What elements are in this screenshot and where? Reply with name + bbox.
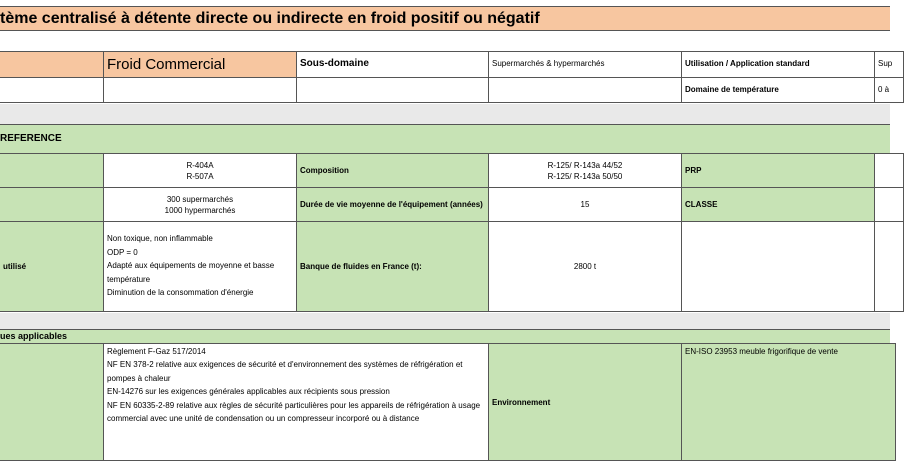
utilisation-label: Utilisation / Application standard [681, 51, 875, 78]
temperature-label: Domaine de température [681, 77, 875, 103]
classe-value [874, 187, 904, 222]
header-row2-domain [103, 77, 297, 103]
environnement-value: EN-ISO 23953 meuble frigorifique de vente [681, 343, 896, 461]
utilisation-value: Sup [874, 51, 904, 78]
ref-stores-cell: 300 supermarchés 1000 hypermarchés [103, 187, 297, 222]
normes-left-cell [0, 343, 104, 461]
sous-domaine-value: Supermarchés & hypermarchés [488, 51, 682, 78]
normes-section-title: ues applicables [0, 329, 890, 344]
row-gap-2 [0, 313, 890, 329]
header-row2-left [0, 77, 104, 103]
composition-label: Composition [296, 153, 489, 188]
ref-row2-left [0, 187, 104, 222]
banque-fluides-value: 2800 t [488, 221, 682, 312]
ref-row3-extra [681, 221, 875, 312]
composition-value: R-125/ R-143a 44/52 R-125/ R-143a 50/50 [488, 153, 682, 188]
header-row2-label [296, 77, 489, 103]
utilise-label: utilisé [0, 221, 104, 312]
temperature-value: 0 à [874, 77, 904, 103]
environnement-label: Environnement [488, 343, 682, 461]
bottom-space [0, 461, 890, 470]
ref-fluids-cell: R-404A R-507A [103, 153, 297, 188]
prp-label: PRP [681, 153, 875, 188]
reference-section-title: REFERENCE [0, 124, 890, 154]
sous-domaine-label: Sous-domaine [296, 51, 489, 78]
sheet-title: tème centralisé à détente directe ou indirecte en froid positif ou négatif [0, 6, 890, 31]
banque-fluides-label: Banque de fluides en France (t): [296, 221, 489, 312]
domain-cell: Froid Commercial [103, 51, 297, 78]
header-row2-value [488, 77, 682, 103]
normes-text: Règlement F-Gaz 517/2014 NF EN 378-2 relative aux exigences de sécurité et d'environnement des systèmes de réfrigération et pompes à chaleur EN-14276 sur les exigences générales applicables aux récipients sous pression NF EN 60335-2-89 relative aux règles de sécurité particulières pour les appareils de réfrigération à usage commercial avec une unité de condensation ou un compresseur incorporé ou à distance [103, 343, 489, 461]
ref-row1-left [0, 153, 104, 188]
row-gap [0, 104, 890, 124]
duree-vie-label: Durée de vie moyenne de l'équipement (années) [296, 187, 489, 222]
prp-value [874, 153, 904, 188]
ref-row3-last [874, 221, 904, 312]
avantages-cell: Non toxique, non inflammable ODP = 0 Adapté aux équipements de moyenne et basse température Diminution de la consommation d'énergie [103, 221, 297, 312]
duree-vie-value: 15 [488, 187, 682, 222]
header-left-cell [0, 51, 104, 78]
classe-label: CLASSE [681, 187, 875, 222]
